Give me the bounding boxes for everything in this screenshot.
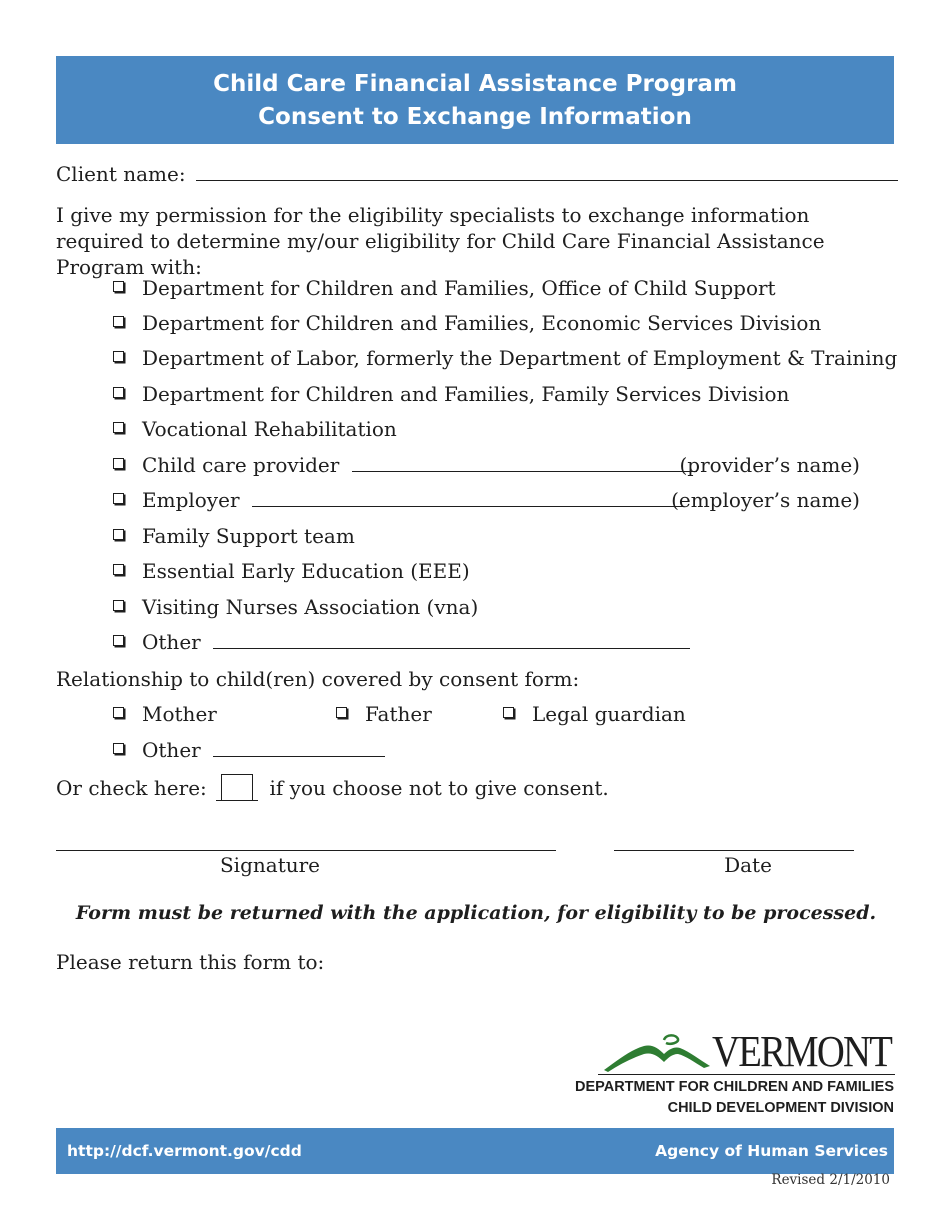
agency-option-employer[interactable]: [113, 487, 684, 513]
signature-label: Signature: [219, 853, 321, 877]
permission-paragraph: I give my permission for the eligibility specialists to exchange information required to determine my/our eligibility for Child Care Financial Assistance Program with:: [56, 203, 825, 279]
agency-label: Vocational Rehabilitation: [142, 417, 397, 441]
logo-divider: [598, 1074, 895, 1075]
relationship-label: Other: [142, 738, 201, 762]
agency-label: Essential Early Education (EEE): [142, 559, 470, 583]
checkbox[interactable]: [113, 458, 124, 469]
checkbox[interactable]: [113, 422, 124, 433]
vermont-wordmark: VERMONT: [712, 1027, 892, 1076]
other-agency-field[interactable]: [213, 629, 690, 649]
checkbox[interactable]: [113, 387, 124, 398]
agency-label: Employer: [142, 488, 240, 512]
footer-agency: Agency of Human Services: [655, 1142, 888, 1160]
form-subtitle: Consent to Exchange Information: [258, 104, 692, 130]
relationship-label: Legal guardian: [532, 702, 686, 726]
client-name-row: [56, 161, 898, 187]
employer-name-field[interactable]: [252, 487, 684, 507]
agency-option[interactable]: [113, 275, 776, 301]
provider-name-field[interactable]: [352, 452, 697, 472]
form-header: [56, 56, 894, 144]
agency-label: Child care provider: [142, 453, 340, 477]
agency-label: Department for Children and Families, Family Services Division: [142, 382, 790, 406]
client-name-label: Client name:: [56, 162, 186, 186]
checkbox[interactable]: [113, 351, 124, 362]
agency-option[interactable]: [113, 345, 897, 371]
agency-option[interactable]: [113, 558, 470, 584]
client-name-field[interactable]: [196, 161, 898, 181]
checkbox[interactable]: [113, 635, 124, 646]
footer-url-link[interactable]: http://dcf.vermont.gov/cdd: [67, 1142, 302, 1160]
checkbox[interactable]: [113, 600, 124, 611]
relationship-label: Mother: [142, 702, 217, 726]
date-label: Date: [724, 853, 772, 877]
revision-date: Revised 2/1/2010: [771, 1172, 890, 1188]
checkbox[interactable]: [113, 493, 124, 504]
agency-option[interactable]: [113, 523, 355, 549]
agency-label: Other: [142, 630, 201, 654]
return-notice: Form must be returned with the application, for eligibility to be processed.: [75, 902, 877, 924]
agency-option-provider[interactable]: [113, 452, 697, 478]
checkbox[interactable]: [113, 564, 124, 575]
checkbox[interactable]: [336, 707, 347, 718]
checkbox[interactable]: [113, 743, 124, 754]
no-consent-prefix: Or check here:: [56, 776, 207, 800]
footer-band: [56, 1128, 894, 1174]
no-consent-checkbox[interactable]: [221, 774, 253, 801]
provider-name-hint: (provider’s name): [679, 453, 860, 477]
no-consent-suffix: if you choose not to give consent.: [269, 776, 609, 800]
signature-field[interactable]: [56, 850, 556, 851]
agency-option[interactable]: [113, 416, 397, 442]
agency-label: Department for Children and Families, Office of Child Support: [142, 276, 776, 300]
other-relationship-field[interactable]: [213, 737, 385, 757]
checkbox[interactable]: [113, 529, 124, 540]
relationship-other[interactable]: [113, 737, 385, 763]
relationship-legal-guardian[interactable]: [503, 701, 686, 727]
relationship-mother[interactable]: [113, 701, 217, 727]
agency-option[interactable]: [113, 594, 478, 620]
agency-label: Department for Children and Families, Economic Services Division: [142, 311, 822, 335]
form-title: Child Care Financial Assistance Program: [213, 71, 737, 97]
agency-option[interactable]: [113, 310, 821, 336]
checkbox[interactable]: [503, 707, 514, 718]
employer-name-hint: (employer’s name): [671, 488, 860, 512]
checkbox[interactable]: [113, 316, 124, 327]
agency-label: Family Support team: [142, 524, 355, 548]
date-field[interactable]: [614, 850, 854, 851]
relationship-label: Father: [365, 702, 432, 726]
department-name: DEPARTMENT FOR CHILDREN AND FAMILIES: [575, 1079, 894, 1095]
agency-option[interactable]: [113, 381, 789, 407]
agency-label: Department of Labor, formerly the Department of Employment & Training: [142, 346, 898, 370]
division-name: CHILD DEVELOPMENT DIVISION: [667, 1100, 894, 1116]
relationship-father[interactable]: [336, 701, 432, 727]
vermont-mountain-logo-icon: [600, 1030, 718, 1074]
no-consent-row: [56, 774, 609, 801]
return-address-label: Please return this form to:: [56, 950, 325, 974]
relationship-heading: Relationship to child(ren) covered by consent form:: [56, 667, 580, 691]
agency-option-other[interactable]: [113, 629, 690, 655]
agency-label: Visiting Nurses Association (vna): [142, 595, 479, 619]
checkbox[interactable]: [113, 281, 124, 292]
checkbox[interactable]: [113, 707, 124, 718]
